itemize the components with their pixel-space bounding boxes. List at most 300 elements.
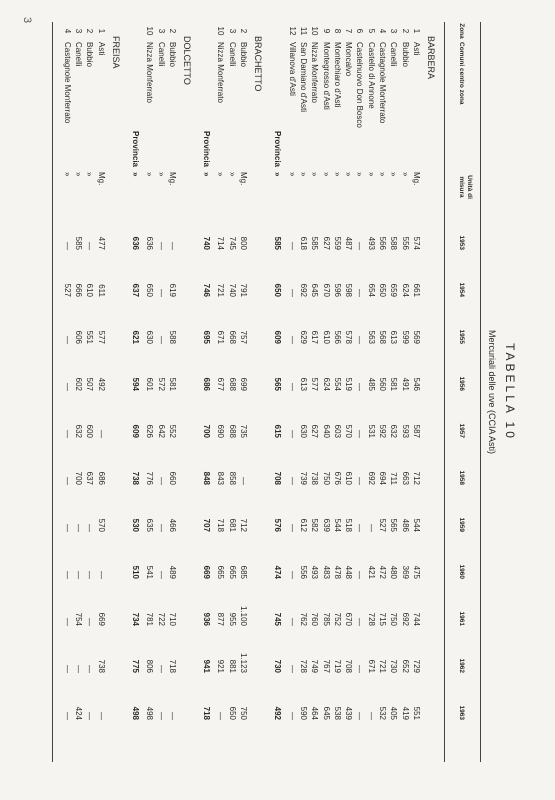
value-cell: 419 (400, 706, 410, 720)
total-value-cell: 695 (202, 330, 212, 344)
zone-number: 2 (400, 28, 410, 34)
value-cell: 650 (378, 283, 388, 297)
value-cell: 424 (74, 706, 84, 720)
value-cell: 728 (366, 612, 376, 626)
value-cell: 670 (321, 283, 331, 297)
value-cell: — (216, 712, 226, 720)
value-cell: 630 (299, 424, 308, 438)
total-value-cell: 740 (202, 236, 212, 250)
value-cell: — (355, 571, 365, 579)
value-cell: 714 (216, 236, 226, 250)
total-value-cell: 492 (273, 706, 283, 720)
zone-number: 10 (145, 26, 155, 36)
comune-name: Bubbio (167, 42, 177, 67)
total-value-cell: 669 (202, 565, 212, 579)
value-cell: 671 (366, 659, 376, 673)
value-cell: — (74, 665, 84, 673)
table-row (321, 22, 332, 762)
value-cell: 757 (239, 330, 249, 344)
value-cell: 650 (227, 706, 237, 720)
table-row (332, 22, 343, 762)
group-title: BARBERA (426, 36, 436, 80)
value-cell: 627 (310, 424, 320, 438)
value-cell: — (355, 712, 365, 720)
value-cell: 598 (344, 283, 354, 297)
comune-name: Castello di Annone (366, 42, 376, 109)
value-cell: 955 (227, 612, 237, 626)
value-cell: 493 (310, 565, 320, 579)
unit-cell: » (202, 172, 212, 177)
value-cell: — (287, 618, 297, 626)
value-cell: 676 (332, 471, 342, 485)
zone-number: 11 (299, 26, 308, 36)
value-cell: 639 (321, 518, 331, 532)
zone-number: 3 (74, 28, 84, 34)
table-row (62, 22, 73, 762)
value-cell: 581 (167, 377, 177, 391)
value-cell: 544 (332, 518, 342, 532)
value-cell: 752 (332, 612, 342, 626)
value-cell: — (167, 242, 177, 250)
value-cell: 448 (344, 565, 354, 579)
total-value-cell: 650 (273, 283, 283, 297)
value-cell: 754 (74, 612, 84, 626)
value-cell: 636 (145, 236, 155, 250)
value-cell: 645 (310, 283, 320, 297)
value-cell: — (62, 571, 72, 579)
value-cell: 421 (366, 565, 376, 579)
table-row (377, 22, 388, 762)
value-cell: 671 (216, 330, 226, 344)
value-cell: 740 (227, 283, 237, 297)
table-row (216, 22, 227, 762)
value-cell: 556 (400, 236, 410, 250)
value-cell: — (355, 289, 365, 297)
total-label: Provincia (202, 130, 212, 167)
value-cell: — (355, 430, 365, 438)
value-cell: — (287, 430, 297, 438)
comune-name: Moncalvo (344, 42, 354, 77)
value-cell: 538 (332, 706, 342, 720)
value-cell: 699 (239, 377, 249, 391)
value-cell: 552 (167, 424, 177, 438)
value-cell: 686 (96, 471, 106, 485)
value-cell: 369 (400, 565, 410, 579)
value-cell: 551 (412, 706, 421, 720)
value-cell: 749 (310, 659, 320, 673)
unit-cell: » (216, 172, 226, 177)
value-cell: 624 (400, 283, 410, 297)
unit-cell: » (227, 172, 237, 177)
year-header: 1955 (458, 329, 465, 344)
value-cell: 565 (389, 518, 399, 532)
value-cell: 718 (167, 659, 177, 673)
value-cell: 601 (145, 377, 155, 391)
total-value-cell: 530 (131, 518, 140, 532)
header-unit: Unità di misura (458, 175, 473, 199)
value-cell: 750 (389, 612, 399, 626)
zone-number: 2 (167, 28, 177, 34)
unit-cell: » (287, 172, 297, 177)
total-value-cell: 594 (131, 377, 140, 391)
comune-name: Nizza Monferrato (310, 42, 320, 103)
header-comune: Comuni centro zona (458, 42, 465, 105)
total-value-cell: 686 (202, 377, 212, 391)
comune-name: Canelli (156, 42, 166, 67)
zone-number: 1 (96, 28, 106, 34)
value-cell: 661 (412, 283, 421, 297)
comune-name: Bubbio (239, 42, 249, 67)
zone-number: 2 (85, 28, 95, 34)
value-cell: 477 (96, 236, 106, 250)
value-cell: 721 (216, 283, 226, 297)
value-cell: — (167, 712, 177, 720)
unit-cell: Mg. (167, 172, 177, 186)
value-cell: 738 (96, 659, 106, 673)
value-cell: — (85, 571, 95, 579)
value-cell: 663 (400, 471, 410, 485)
value-cell: 563 (366, 330, 376, 344)
comune-name: Bubbio (400, 42, 410, 67)
value-cell: 570 (96, 518, 106, 532)
value-cell: 532 (378, 706, 388, 720)
comune-name: Nizza Monferrato (216, 42, 226, 103)
value-cell: — (287, 665, 297, 673)
value-cell: 665 (216, 565, 226, 579)
value-cell: 600 (85, 424, 95, 438)
value-cell: 554 (332, 377, 342, 391)
zone-number: 4 (378, 28, 388, 34)
value-cell: 578 (344, 330, 354, 344)
value-cell: 570 (344, 424, 354, 438)
zone-number: 7 (344, 28, 354, 34)
total-value-cell: 734 (131, 612, 140, 626)
value-cell: 581 (389, 377, 399, 391)
value-cell: 1.100 (239, 605, 249, 626)
rotated-table (37, 22, 517, 762)
total-value-cell: 848 (202, 471, 212, 485)
value-cell: — (366, 712, 376, 720)
value-cell: — (355, 477, 365, 485)
provincia-total-row (272, 22, 283, 762)
value-cell: — (355, 336, 365, 344)
total-value-cell: 941 (202, 659, 212, 673)
value-cell: 582 (310, 518, 320, 532)
value-cell: 480 (389, 565, 399, 579)
comune-name: Nizza Monferrato (145, 42, 155, 103)
value-cell: — (85, 618, 95, 626)
value-cell: 650 (145, 283, 155, 297)
total-value-cell: 609 (273, 330, 283, 344)
group-title: FREISA (110, 36, 121, 69)
total-value-cell: 936 (202, 612, 212, 626)
value-cell: 585 (310, 236, 320, 250)
value-cell: — (355, 665, 365, 673)
value-cell: 527 (62, 283, 72, 297)
value-cell: 739 (299, 471, 308, 485)
unit-cell: » (310, 172, 320, 177)
table-row (400, 22, 411, 762)
zone-number: 5 (366, 28, 376, 34)
value-cell: 692 (299, 283, 308, 297)
value-cell: 478 (332, 565, 342, 579)
unit-cell: » (145, 172, 155, 177)
value-cell: — (287, 524, 297, 532)
unit-cell: » (131, 172, 140, 177)
total-value-cell: 730 (273, 659, 283, 673)
value-cell: 574 (412, 236, 421, 250)
total-value-cell: 746 (202, 283, 212, 297)
value-cell: 585 (74, 236, 84, 250)
value-cell: 640 (321, 424, 331, 438)
value-cell: — (62, 242, 72, 250)
zone-number: 6 (355, 28, 365, 34)
value-cell: — (156, 712, 166, 720)
value-cell: 572 (156, 377, 166, 391)
value-cell: 632 (389, 424, 399, 438)
value-cell: — (239, 477, 249, 485)
value-cell: 637 (85, 471, 95, 485)
value-cell: — (355, 524, 365, 532)
value-cell: — (355, 383, 365, 391)
value-cell: 475 (412, 565, 421, 579)
comune-name: Castelnuovo Don Bosco (355, 42, 365, 128)
value-cell: 568 (378, 330, 388, 344)
value-cell: — (62, 383, 72, 391)
value-cell: 593 (400, 424, 410, 438)
unit-cell: » (156, 172, 166, 177)
value-cell: — (96, 571, 106, 579)
zone-number: 8 (332, 28, 342, 34)
value-cell: — (156, 665, 166, 673)
zone-number: 3 (156, 28, 166, 34)
value-cell: — (287, 383, 297, 391)
value-cell: — (96, 430, 106, 438)
value-cell: 485 (366, 377, 376, 391)
value-cell: — (287, 712, 297, 720)
total-value-cell: 474 (273, 565, 283, 579)
value-cell: 632 (74, 424, 84, 438)
total-value-cell: 708 (273, 471, 283, 485)
value-cell: 569 (412, 330, 421, 344)
value-cell: 666 (74, 283, 84, 297)
zone-number: 9 (321, 28, 331, 34)
unit-cell: » (332, 172, 342, 177)
value-cell: — (85, 712, 95, 720)
table-row (96, 22, 107, 762)
value-cell: 486 (400, 518, 410, 532)
value-cell: — (62, 524, 72, 532)
unit-cell: Mg. (412, 172, 421, 186)
value-cell: — (62, 665, 72, 673)
comune-name: Villanova d'Asti (287, 42, 297, 96)
value-cell: 531 (366, 424, 376, 438)
unit-cell: » (366, 172, 376, 177)
value-cell: 791 (239, 283, 249, 297)
value-cell: — (287, 477, 297, 485)
unit-cell: » (85, 172, 95, 177)
value-cell: — (96, 712, 106, 720)
value-cell: 685 (239, 565, 249, 579)
value-cell: — (85, 665, 95, 673)
zone-number: 4 (62, 28, 72, 34)
total-label: Provincia (273, 130, 283, 167)
value-cell: 711 (389, 472, 399, 485)
value-cell: 700 (74, 471, 84, 485)
value-cell: 659 (389, 283, 399, 297)
value-cell: 560 (378, 377, 388, 391)
value-cell: 843 (216, 471, 226, 485)
value-cell: 715 (378, 612, 388, 626)
unit-cell: Mg. (239, 172, 249, 186)
value-cell: 718 (216, 518, 226, 532)
value-cell: 577 (96, 330, 106, 344)
year-header: 1958 (458, 470, 465, 485)
table-subtitle: Mercuriali delle uve (CCIA Asti) (487, 329, 497, 455)
value-cell: 858 (227, 471, 237, 485)
value-cell: 611 (96, 284, 106, 297)
value-cell: 606 (74, 330, 84, 344)
comune-name: Castagnole Monferrato (62, 42, 72, 124)
value-cell: 681 (227, 518, 237, 532)
total-value-cell: 609 (131, 424, 140, 438)
total-value-cell: 637 (131, 283, 140, 297)
value-cell: 466 (167, 518, 177, 532)
value-cell: — (156, 336, 166, 344)
table-bottom-rule (52, 22, 53, 762)
table-row (238, 22, 249, 762)
table-row (411, 22, 422, 762)
value-cell: 627 (321, 236, 331, 250)
total-value-cell: 615 (273, 424, 283, 438)
value-cell: 612 (299, 518, 308, 532)
table-title: TABELLA 10 (503, 343, 517, 441)
total-value-cell: 565 (273, 377, 283, 391)
value-cell: 1.123 (239, 652, 249, 673)
total-value-cell: 745 (273, 612, 283, 626)
value-cell: 507 (85, 377, 95, 391)
table-row (355, 22, 366, 762)
unit-cell: » (74, 172, 84, 177)
value-cell: 712 (412, 471, 421, 485)
value-cell: 806 (145, 659, 155, 673)
value-cell: 491 (400, 377, 410, 391)
comune-name: Asti (412, 42, 421, 56)
value-cell: 730 (389, 659, 399, 673)
table-row (144, 22, 155, 762)
unit-cell: » (344, 172, 354, 177)
value-cell: 921 (216, 659, 226, 673)
value-cell: — (74, 524, 84, 532)
value-cell: 750 (239, 706, 249, 720)
value-cell: 587 (412, 424, 421, 438)
value-cell: 750 (321, 471, 331, 485)
value-cell: 610 (344, 471, 354, 485)
value-cell: 590 (299, 706, 308, 720)
year-header: 1959 (458, 517, 465, 532)
comune-name: Asti (96, 42, 106, 56)
comune-name: Montegrosso d'Asti (321, 42, 331, 110)
year-header: 1962 (458, 658, 465, 673)
value-cell: 728 (299, 659, 308, 673)
value-cell: 439 (344, 706, 354, 720)
value-cell: — (62, 430, 72, 438)
total-value-cell: 775 (131, 659, 140, 673)
value-cell: 692 (366, 471, 376, 485)
value-cell: 613 (389, 330, 399, 344)
unit-cell: » (400, 172, 410, 177)
value-cell: 635 (145, 518, 155, 532)
value-cell: — (355, 242, 365, 250)
unit-cell: » (299, 172, 308, 177)
zone-number: 10 (310, 26, 320, 36)
value-cell: 668 (227, 330, 237, 344)
value-cell: — (62, 618, 72, 626)
value-cell: 610 (85, 283, 95, 297)
table-row (167, 22, 178, 762)
unit-cell: » (321, 172, 331, 177)
value-cell: — (62, 712, 72, 720)
value-cell: 710 (167, 612, 177, 626)
table-row (388, 22, 399, 762)
value-cell: 744 (412, 612, 421, 626)
value-cell: 588 (167, 330, 177, 344)
value-cell: 781 (145, 612, 155, 626)
value-cell: — (156, 242, 166, 250)
value-cell: 492 (96, 377, 106, 391)
value-cell: 619 (167, 283, 177, 297)
comune-name: Canelli (74, 42, 84, 67)
value-cell: 712 (239, 518, 249, 532)
value-cell: — (287, 571, 297, 579)
value-cell: 624 (321, 377, 331, 391)
total-value-cell: 738 (131, 471, 140, 485)
value-cell: 566 (378, 236, 388, 250)
table-row (309, 22, 320, 762)
comune-name: Montechiaro d'Asti (332, 42, 342, 108)
zone-number: 1 (412, 28, 421, 34)
value-cell: 630 (145, 330, 155, 344)
unit-cell: » (389, 172, 399, 177)
total-value-cell: 636 (131, 236, 140, 250)
value-cell: 690 (216, 424, 226, 438)
unit-cell: Mg. (96, 172, 106, 186)
value-cell: — (287, 242, 297, 250)
unit-cell: » (62, 172, 72, 177)
value-cell: 518 (344, 518, 354, 532)
value-cell: 610 (321, 330, 331, 344)
value-cell: 566 (332, 330, 342, 344)
value-cell: — (287, 336, 297, 344)
comune-name: Canelli (389, 42, 399, 67)
year-header: 1963 (458, 705, 465, 720)
total-value-cell: 700 (202, 424, 212, 438)
comune-name: Castagnole Monferrato (378, 42, 388, 124)
unit-cell: » (273, 172, 283, 177)
value-cell: 660 (167, 471, 177, 485)
value-cell: 596 (332, 283, 342, 297)
value-cell: 665 (227, 565, 237, 579)
table-row (298, 22, 309, 762)
comune-name: Canelli (227, 42, 237, 67)
year-header: 1960 (458, 564, 465, 579)
year-header: 1961 (458, 611, 465, 626)
header-bottom-rule (444, 22, 445, 762)
header-zone: Zona (458, 23, 465, 39)
value-cell: 688 (227, 424, 237, 438)
value-cell: 618 (299, 236, 308, 250)
total-value-cell: 585 (273, 236, 283, 250)
